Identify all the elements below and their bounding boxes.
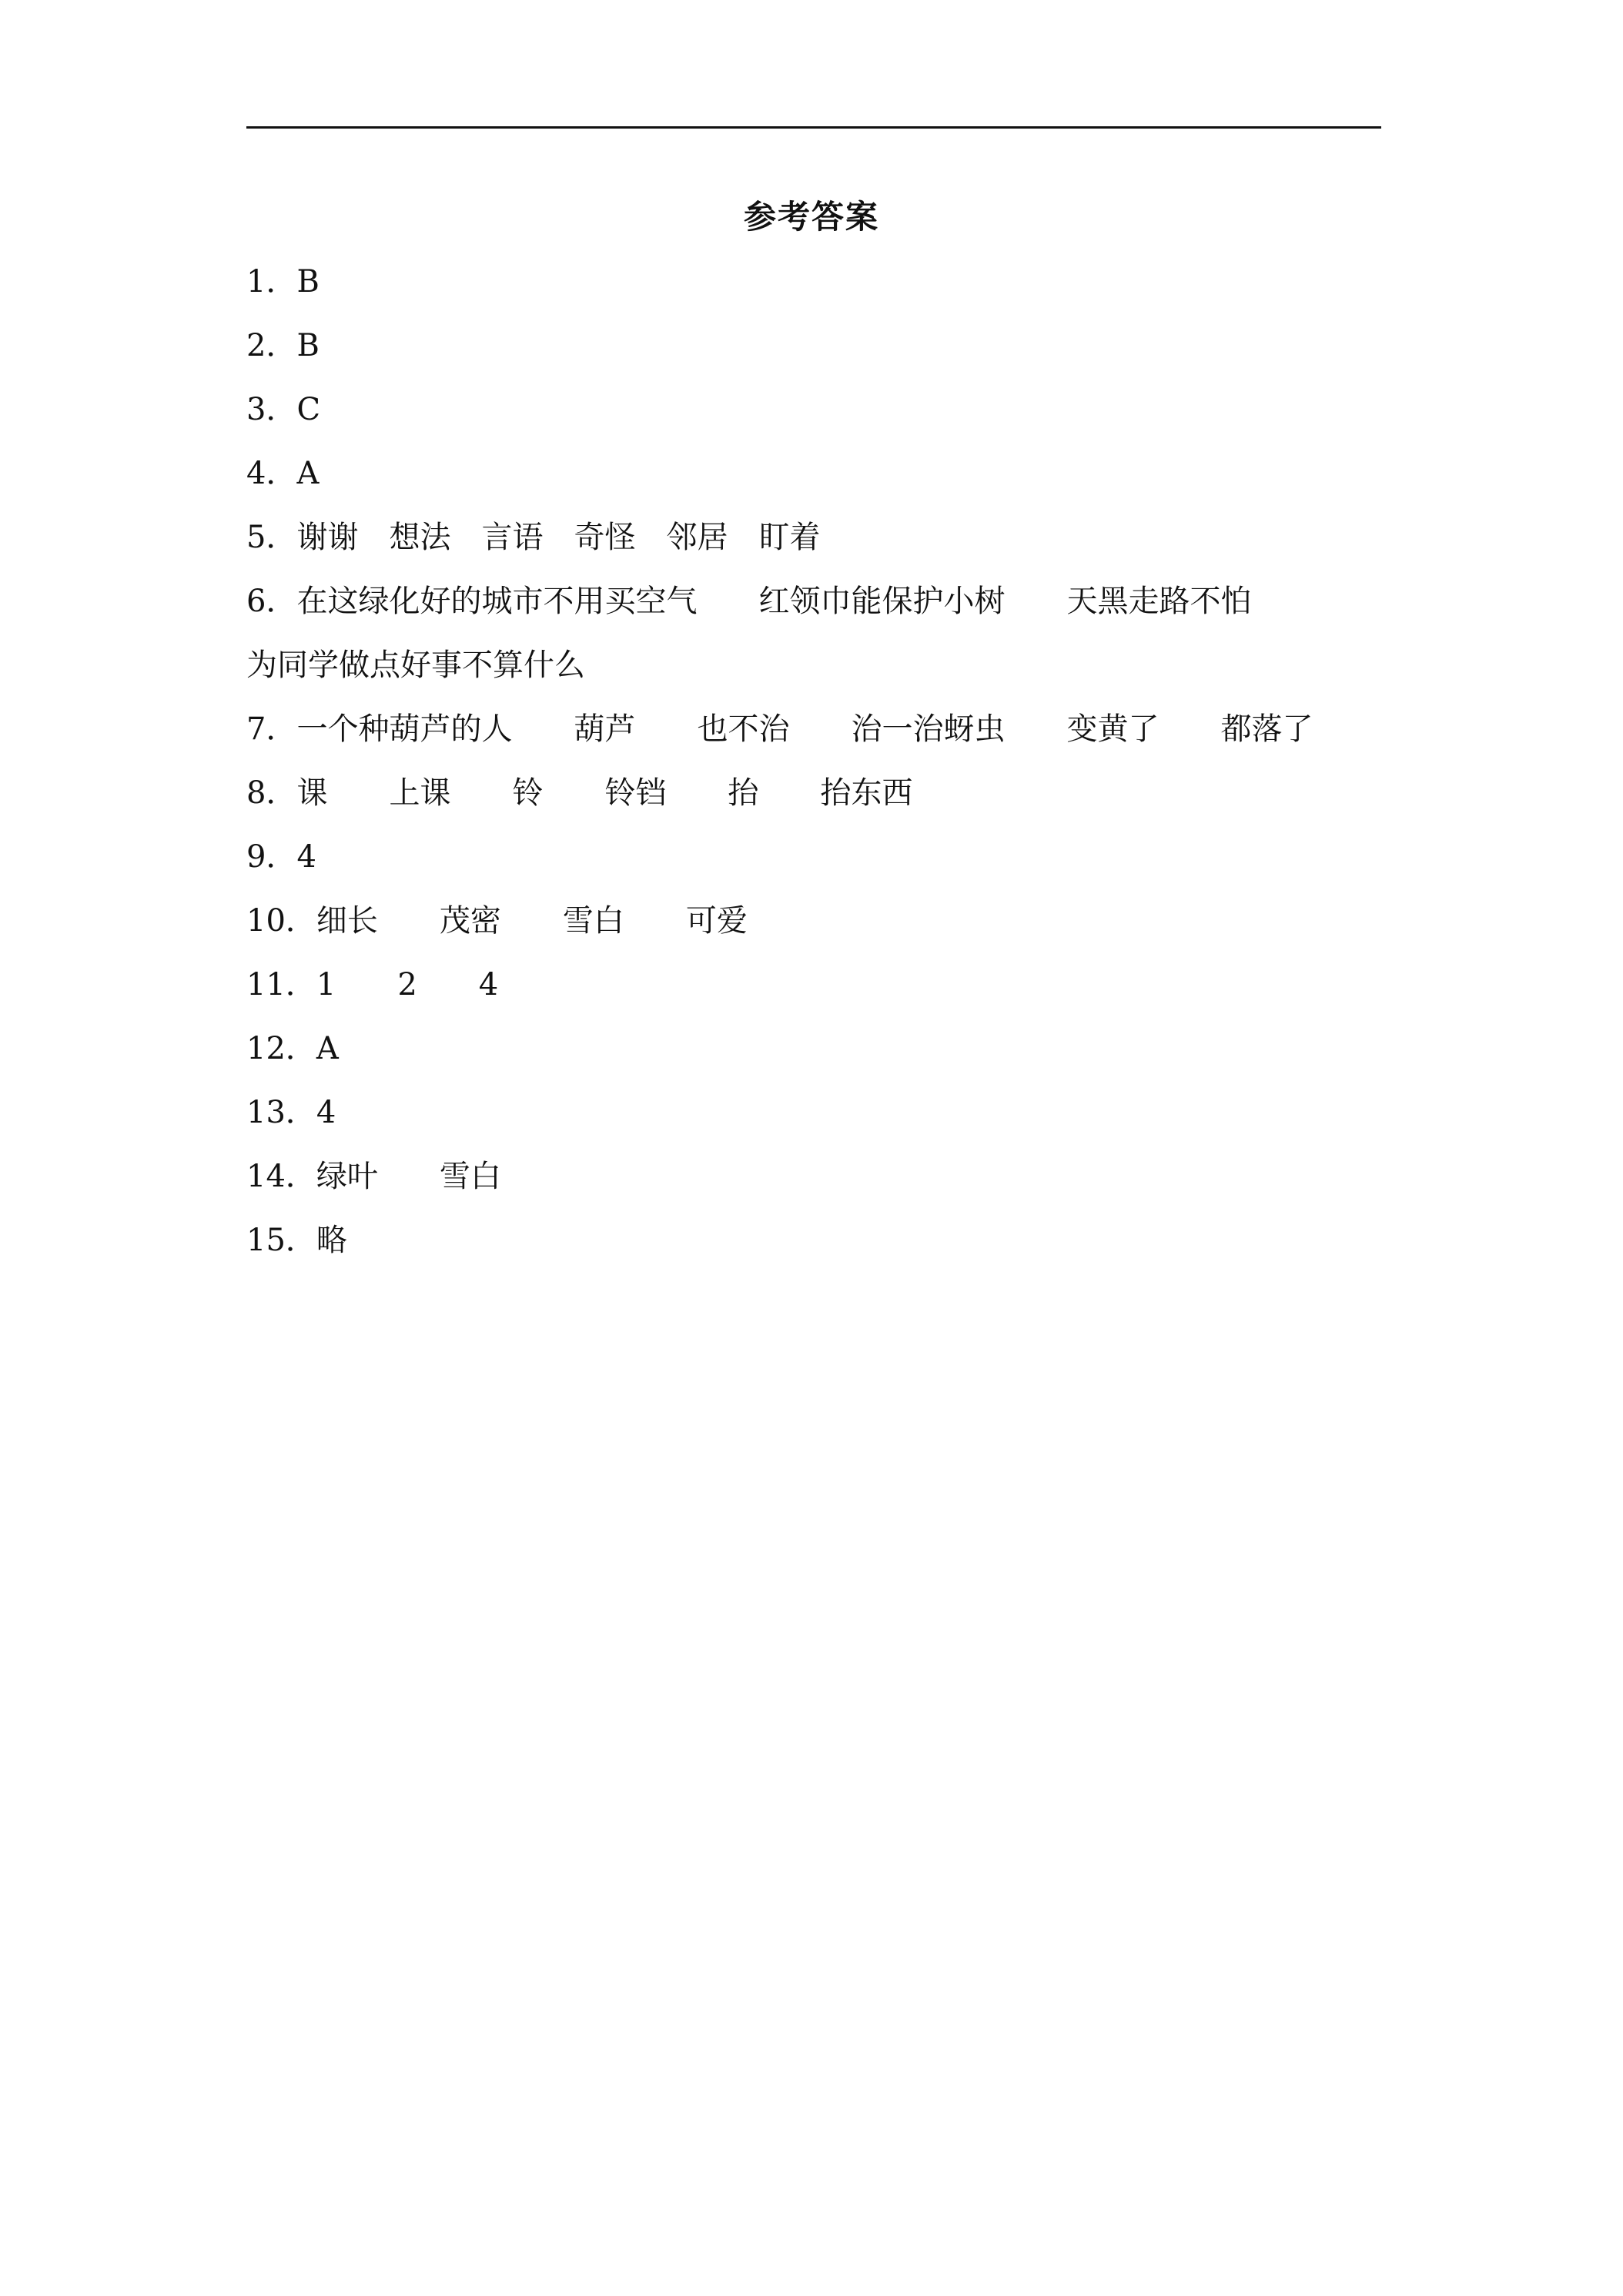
answer-text: 在这绿化好的城市不用买空气 红领巾能保护小树 天黑走路不怕	[296, 584, 1252, 619]
page-title: 参考答案	[743, 198, 879, 236]
answer-number: 8．	[246, 775, 297, 811]
answer-item	[246, 1153, 1401, 1217]
answer-text: B	[296, 264, 320, 300]
answer-item	[246, 898, 1401, 962]
answer-number: 1．	[246, 264, 297, 300]
answer-text: 绿叶 雪白	[316, 1159, 501, 1194]
answer-continuation	[246, 642, 1401, 706]
answer-number: 12．	[246, 1031, 316, 1066]
answer-item	[246, 834, 1401, 898]
answer-number: 2．	[246, 328, 297, 363]
answer-text: 为同学做点好事不算什么	[246, 648, 585, 683]
answer-item	[246, 706, 1401, 770]
answer-number: 5．	[246, 520, 297, 555]
answer-item	[246, 578, 1401, 642]
answer-number: 13．	[246, 1095, 316, 1130]
answer-text: A	[316, 1031, 339, 1066]
answer-number: 4．	[246, 456, 297, 491]
answer-number: 6．	[246, 584, 297, 619]
answer-text: 4	[316, 1095, 336, 1130]
answer-item	[246, 770, 1401, 834]
answer-item	[246, 1026, 1401, 1089]
answer-list	[246, 259, 1401, 1281]
answer-item	[246, 323, 1401, 387]
header-rule	[246, 126, 1381, 129]
answer-item	[246, 450, 1401, 514]
answer-number: 9．	[246, 839, 297, 875]
answer-item	[246, 962, 1401, 1026]
answer-number: 10．	[246, 903, 316, 939]
answer-text: 细长 茂密 雪白 可爱	[316, 903, 748, 939]
answer-number: 15．	[246, 1223, 316, 1258]
answer-text: 课 上课 铃 铃铛 抬 抬东西	[296, 775, 913, 811]
answer-item	[246, 387, 1401, 450]
answer-text: C	[296, 392, 321, 427]
answer-item	[246, 514, 1401, 578]
answer-item	[246, 1217, 1401, 1281]
answer-text: A	[296, 456, 320, 491]
answer-text: 4	[296, 839, 316, 875]
answer-item	[246, 1089, 1401, 1153]
answer-number: 3．	[246, 392, 297, 427]
answer-text: 略	[316, 1223, 347, 1258]
answer-number: 14．	[246, 1159, 316, 1194]
answer-text: 谢谢 想法 言语 奇怪 邻居 盯着	[296, 520, 821, 555]
answer-number: 11．	[246, 967, 316, 1002]
answer-item	[246, 259, 1401, 323]
answer-text: 一个种葫芦的人 葫芦 也不治 治一治蚜虫 变黄了 都落了	[296, 711, 1313, 747]
answer-text: B	[296, 328, 320, 363]
answer-text: 1 2 4	[316, 967, 499, 1002]
answer-number: 7．	[246, 711, 297, 747]
